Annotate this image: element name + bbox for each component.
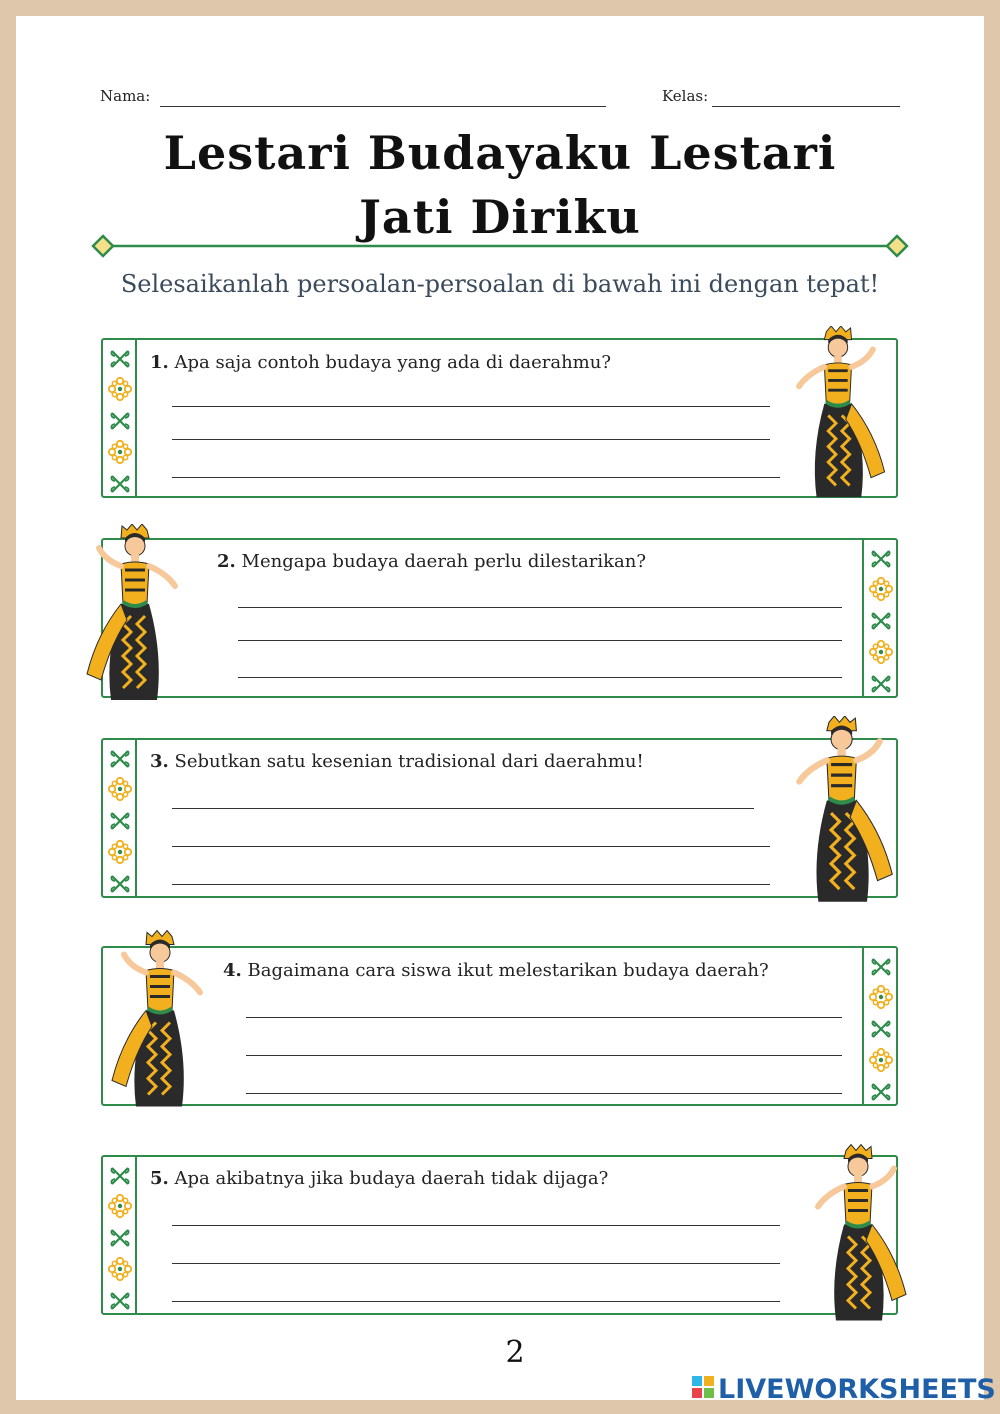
answer-line-2-2[interactable]	[238, 640, 842, 641]
instruction-text: Selesaikanlah persoalan-persoalan di bawah ini dengan tepat!	[120, 270, 880, 298]
batik-ornament-icon	[867, 952, 895, 1104]
page-number: 2	[505, 1335, 525, 1370]
answer-line-3-1[interactable]	[172, 808, 754, 809]
question-3: 3. Sebutkan satu kesenian tradisional dari daerahmu!	[150, 751, 644, 772]
answer-line-1-1[interactable]	[172, 406, 770, 407]
title-divider	[90, 232, 910, 260]
javanese-dancer-illustration	[72, 524, 202, 704]
batik-ornament-icon	[106, 744, 134, 896]
page-title-line2: Jati Diriku	[359, 190, 641, 244]
answer-line-1-3[interactable]	[172, 477, 780, 478]
answer-line-2-3[interactable]	[238, 677, 842, 678]
answer-line-3-2[interactable]	[172, 846, 770, 847]
brand-name: LIVEWORKSHEETS	[718, 1374, 996, 1405]
question-2: 2. Mengapa budaya daerah perlu dilestarikan?	[217, 551, 646, 572]
balinese-dancer-illustration	[776, 326, 896, 501]
liveworksheets-logo-icon	[692, 1376, 716, 1404]
answer-line-1-2[interactable]	[172, 439, 770, 440]
answer-line-5-1[interactable]	[172, 1225, 780, 1226]
class-field[interactable]	[712, 106, 900, 107]
name-label: Nama:	[100, 87, 151, 105]
answer-line-5-2[interactable]	[172, 1263, 780, 1264]
question-1: 1. Apa saja contoh budaya yang ada di daerahmu?	[150, 352, 611, 373]
dancer-illustration	[796, 1142, 916, 1327]
name-field[interactable]	[160, 106, 606, 107]
batik-ornament-icon	[106, 344, 134, 496]
ornament-column	[862, 540, 896, 696]
batik-ornament-icon	[867, 544, 895, 696]
class-label: Kelas:	[662, 87, 709, 105]
answer-line-3-3[interactable]	[172, 884, 770, 885]
dancer-illustration	[772, 716, 907, 906]
ornament-column	[103, 340, 137, 496]
batik-ornament-icon	[106, 1161, 134, 1313]
answer-line-2-1[interactable]	[238, 607, 842, 608]
ornament-column	[862, 948, 896, 1104]
answer-line-4-1[interactable]	[246, 1017, 842, 1018]
answer-line-4-3[interactable]	[246, 1093, 842, 1094]
answer-line-4-2[interactable]	[246, 1055, 842, 1056]
dancer-illustration	[102, 928, 222, 1113]
page-title-line1: Lestari Budayaku Lestari	[163, 126, 837, 180]
ornament-column	[103, 1157, 137, 1313]
question-5: 5. Apa akibatnya jika budaya daerah tidak dijaga?	[150, 1168, 609, 1189]
answer-line-5-3[interactable]	[172, 1301, 780, 1302]
ornament-column	[103, 740, 137, 896]
question-4: 4. Bagaimana cara siswa ikut melestarikan budaya daerah?	[223, 960, 769, 981]
